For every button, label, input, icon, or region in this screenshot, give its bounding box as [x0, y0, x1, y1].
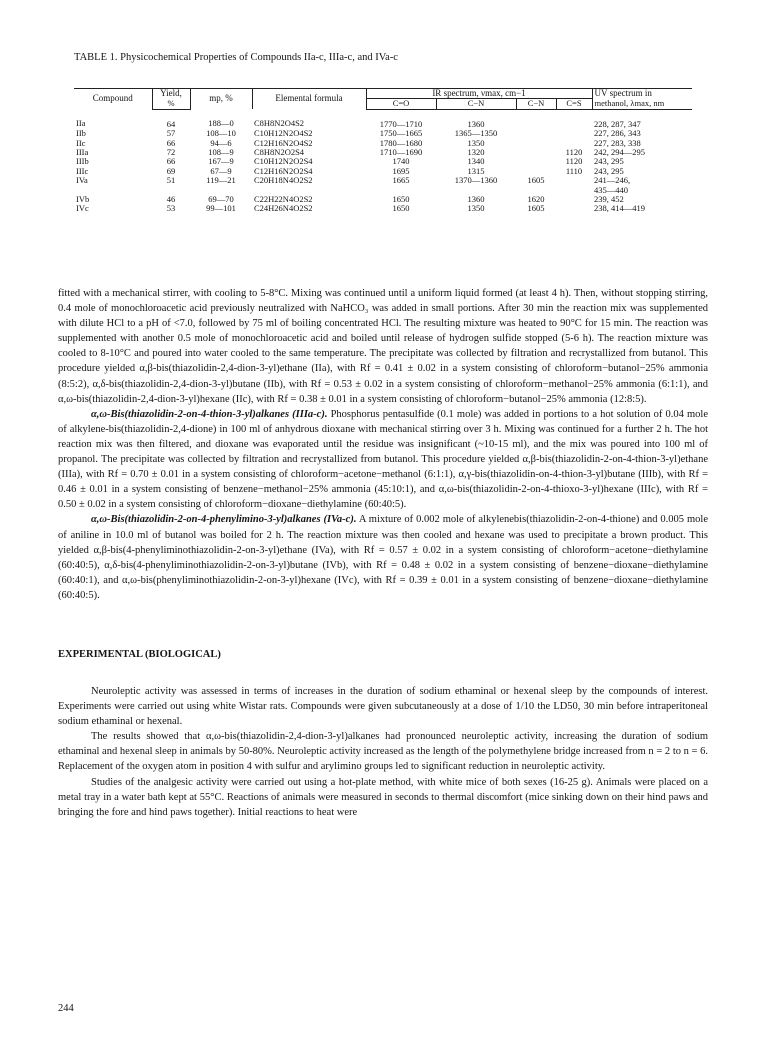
cell-compound: IVc	[76, 203, 89, 214]
cell-co: 1780—1680	[379, 137, 423, 148]
cell-co: 1750—1665	[379, 128, 423, 139]
header-yield: Yield,	[152, 89, 190, 99]
header-uv: UV spectrum in	[592, 89, 692, 99]
cell-yield: 46	[166, 194, 176, 205]
cell-cn: 1365—1350	[454, 128, 498, 139]
cell-mp: 119—21	[206, 175, 236, 186]
header-co: C=O	[366, 99, 436, 109]
synthesis-text	[58, 286, 708, 603]
cell-cn: 1360	[467, 118, 485, 129]
cell-formula: C8H8N2O2S4	[254, 147, 305, 158]
cell-formula: C20H18N4O2S2	[254, 175, 313, 186]
header-compound: Compound	[74, 89, 152, 110]
cell-compound: IVb	[76, 194, 90, 205]
cell-co: 1740	[392, 156, 410, 167]
cell-cn: 1350	[467, 137, 485, 148]
header-ir: IR spectrum, νmax, cm−1	[366, 89, 592, 99]
paragraph-neuroleptic: Neuroleptic activity was assessed in terms of increases in the duration of sodium ethaminal or hexenal sleep by the compounds of interest. Experiments were carried out using white Wistar rats. Compounds were given subcutaneously at a dose of 1/10 the LD50, 30 min before intraperitoneal sodium ethaminal or hexenal.	[58, 686, 708, 728]
table-row	[74, 204, 692, 213]
cell-formula: C10H12N2O4S2	[254, 128, 313, 139]
cell-cs	[556, 186, 592, 195]
cell-uv: 435—440	[594, 184, 628, 195]
cell-compound: IIIa	[76, 147, 89, 158]
cell-uv: 227, 283, 338	[594, 137, 641, 148]
cell-uv: 239, 452	[594, 194, 624, 205]
cell-formula: C12H16N2O2S4	[254, 165, 313, 176]
cell-cs: 1110	[565, 165, 583, 176]
cell-cs	[556, 195, 592, 204]
cell-mp: 108—10	[206, 128, 236, 139]
cell-co: 1770—1710	[379, 118, 423, 129]
cell-cn: 1315	[467, 165, 485, 176]
cell-cs	[556, 129, 592, 138]
cell-yield: 64	[166, 118, 176, 129]
cell-cdn	[516, 157, 556, 166]
cell-cn: 1370—1360	[454, 175, 498, 186]
header-cn: C−N	[436, 99, 516, 109]
cell-formula: C10H12N2O2S4	[254, 156, 313, 167]
cell-mp: 69—70	[208, 194, 234, 205]
cell-cdn	[516, 129, 556, 138]
cell-mp: 167—9	[208, 156, 234, 167]
paragraph-synthesis-iv: α,ω-Bis(thiazolidin-2-on-4-phenylimino-3-yl)alkanes (IVa-c). A mixture of 0.002 mole of alkylenebis(thiazolidin-2-on-4-thione) and 0.005 mole of aniline in 10.0 ml of butanol was boiled for 2 h. The reaction mixture was then cooled and hexane was used to precipitate a brown product. This yielded α,β-bis(4-phenyliminothiazolidin-2-on-3-yl)ethane (IVa), with Rf = 0.57 ± 0.02 in a system consisting of chloroform−acetone−diethylamine (60:40:5), α,δ-bis(4-phenyliminothiazolidin-2-on-3-yl)butane (IVb), with Rf = 0.48 ± 0.02 in a system consisting of benzene−dioxane−diethylamine (60:40:1), and α,ω-bis(phenyliminothiazolidin-2-on-3-yl)hexane (IVc), with Rf = 0.39 ± 0.01 in a system consisting of benzene−dioxane−diethylamine (60:40:5).	[58, 514, 708, 601]
cell-mp: 67—9	[210, 165, 232, 176]
cell-compound: IIc	[76, 137, 86, 148]
paragraph-synthesis-iii: α,ω-Bis(thiazolidin-2-on-4-thion-3-yl)alkanes (IIIa-c). Phosphorus pentasulfide (0.1 mole) was added in portions to a hot solution of 0.04 mole of alkylene-bis(thiazolidin-2,4-dione) in 100 ml of anhydrous dioxane with mechanical stirring over 3 h. Mixing was continued for a further 2 h. The hot reaction mix was then filtered, and dioxane was evaporated until the residue was insignificant (~10-15 ml), and the mix was poured into 100 ml of propanol. The precipitate was collected by filtration and recrystallized from butanol. This procedure yielded α,β-bis(thiazolidin-2-on-4-thion-3-yl)ethane (IIIa), with Rf = 0.70 ± 0.01 in a system consisting of chloroform−acetone−methanol (6:1:1), α,γ-bis(thiazolidin-on-4-thion-3-yl)butane (IIIb), with Rf = 0.46 ± 0.01 in a system consisting of benzene−methanol−25% ammonia (45:10:1), and α,ω-bis(thiazolidin-2-on-4-thioxo-3-yl)hexane (IIIc), with Rf = 0.50 ± 0.02 in a system consisting of chloroform−dioxane−diethylamine (60:40:5).	[58, 408, 708, 511]
properties-table	[74, 88, 692, 214]
cell-compound: IIa	[76, 118, 86, 129]
cell-uv: 238, 414—419	[594, 203, 645, 214]
page-number: 244	[58, 1003, 74, 1014]
cell-compound: IVa	[76, 175, 88, 186]
cell-yield: 69	[166, 165, 176, 176]
header-mp: mp, %	[190, 89, 252, 110]
cell-compound: IIIc	[76, 165, 89, 176]
cell-uv: 241—246,	[594, 175, 631, 186]
cell-formula: C24H26N4O2S2	[254, 203, 313, 214]
cell-uv: 228, 287, 347	[594, 118, 641, 129]
paragraph-results: The results showed that α,ω-bis(thiazolidin-2,4-dion-3-yl)alkanes had pronounced neuroleptic activity, increasing the duration of sodium ethaminal and hexenal sleep in animals by 50-80%. Neuroleptic activity increased as the length of the polymethylene bridge increased from n = 2 to n = 6. Replacement of the oxygen atom in position 4 with sulfur and arylimino groups led to significant reduction in neuroleptic activity.	[58, 731, 708, 773]
cell-cs	[556, 176, 592, 185]
cell-yield: 66	[166, 137, 176, 148]
cell-formula: C22H22N4O2S2	[254, 194, 313, 205]
cell-yield: 51	[166, 175, 176, 186]
cell-uv: 242, 294—295	[594, 147, 645, 158]
header-yield-unit: %	[152, 99, 190, 109]
header-cs: C=S	[556, 99, 592, 109]
cell-cs: 1120	[565, 147, 583, 158]
cell-co: 1665	[392, 175, 410, 186]
cell-yield: 53	[166, 203, 176, 214]
subheading-iv: α,ω-Bis(thiazolidin-2-on-4-phenylimino-3-yl)alkanes (IVa-c).	[91, 514, 357, 526]
header-formula: Elemental formula	[252, 89, 366, 110]
cell-co: 1650	[392, 194, 410, 205]
paragraph-synthesis-ii: fitted with a mechanical stirrer, with cooling to 5-8°C. Mixing was continued until a uniform liquid formed (at least 4 h). Then, without stopping stirring, 0.4 mole of monochloroacetic acid previously neutralized with NaHCO₃ was added in small portions. After 30 min the reaction mix was supplemented with dilute HCl to a pH of <7.0, followed by 75 ml of boiling concentrated HCl. The resulting mixture was heated to 90°C for 15 min. The reaction was supplemented with another 0.5 mole of monochloroacetic acid and boiled until release of hydrogen sulfide stopped (5-6 h). The reaction mixture was cooled to 8-10°C and poured into water cooled to the same temperature. The precipitate was collected by filtration and recrystallized from butanol. This procedure yielded α,β-bis(thiazolidin-2,4-dion-3-yl)ethane (IIa), with Rf = 0.41 ± 0.02 in a system consisting of chloroform−butanol−25% ammonia (8:5:2), α,δ-bis(thiazolidin-2,4-dion-3-yl)butane (IIb), with Rf = 0.53 ± 0.02 in a system consisting of chloroform−methanol−25% ammonia (6:1:1), and α,ω-bis(thiazolidin-2,4-dion-3-yl)hexane (IIc), with Rf = 0.38 ± 0.01 in a system consisting of chloroform−butanol−25% ammonia (12:8:5).	[58, 288, 708, 405]
cell-formula: C8H8N2O4S2	[254, 118, 305, 129]
cell-cn: 1350	[467, 203, 485, 214]
cell-cs: 1120	[565, 156, 583, 167]
cell-compound: IIb	[76, 128, 86, 139]
cell-yield: 57	[166, 128, 176, 139]
cell-cs	[556, 204, 592, 213]
table-caption: TABLE 1. Physicochemical Properties of Compounds IIa-c, IIIa-c, and IVa-c	[74, 52, 398, 63]
table-row	[74, 109, 692, 129]
cell-cdn: 1605	[527, 203, 545, 214]
cell-cs	[556, 109, 592, 129]
cell-mp: 188—0	[208, 118, 234, 129]
section-heading: EXPERIMENTAL (BIOLOGICAL)	[58, 649, 221, 660]
cell-compound: IIIb	[76, 156, 89, 167]
cell-cn: 1320	[467, 147, 485, 158]
cell-cdn	[516, 109, 556, 129]
cell-uv: 243, 295	[594, 156, 624, 167]
cell-yield: 66	[166, 156, 176, 167]
cell-cdn	[516, 148, 556, 157]
cell-mp: 99—101	[206, 203, 236, 214]
cell-cn: 1340	[467, 156, 485, 167]
header-cdn: C−N	[516, 99, 556, 109]
cell-co: 1695	[392, 165, 410, 176]
cell-mp: 108—9	[208, 147, 234, 158]
cell-cdn: 1620	[527, 194, 545, 205]
header-uv2: methanol, λmax, nm	[592, 99, 692, 109]
biology-text	[58, 684, 708, 820]
cell-mp: 94—6	[210, 137, 232, 148]
subheading-iii: α,ω-Bis(thiazolidin-2-on-4-thion-3-yl)alkanes (IIIa-c).	[91, 408, 328, 420]
cell-uv: 227, 286, 343	[594, 128, 641, 139]
cell-cn: 1360	[467, 194, 485, 205]
cell-co: 1650	[392, 203, 410, 214]
cell-yield: 72	[166, 147, 176, 158]
cell-cdn	[516, 139, 556, 148]
paragraph-analgesic: Studies of the analgesic activity were carried out using a hot-plate method, with white mice of both sexes (16-25 g). Animals were placed on a metal tray in a water bath kept at 55°C. Reactions of animals were measured in seconds to thermal discomfort (mice sinking down on their hind paws and bringing the fore and hind paws together). Initial reactions to heat were	[58, 776, 708, 818]
cell-formula: C12H16N2O4S2	[254, 137, 313, 148]
cell-cdn: 1605	[527, 175, 545, 186]
cell-co: 1710—1690	[379, 147, 423, 158]
cell-uv: 243, 295	[594, 165, 624, 176]
